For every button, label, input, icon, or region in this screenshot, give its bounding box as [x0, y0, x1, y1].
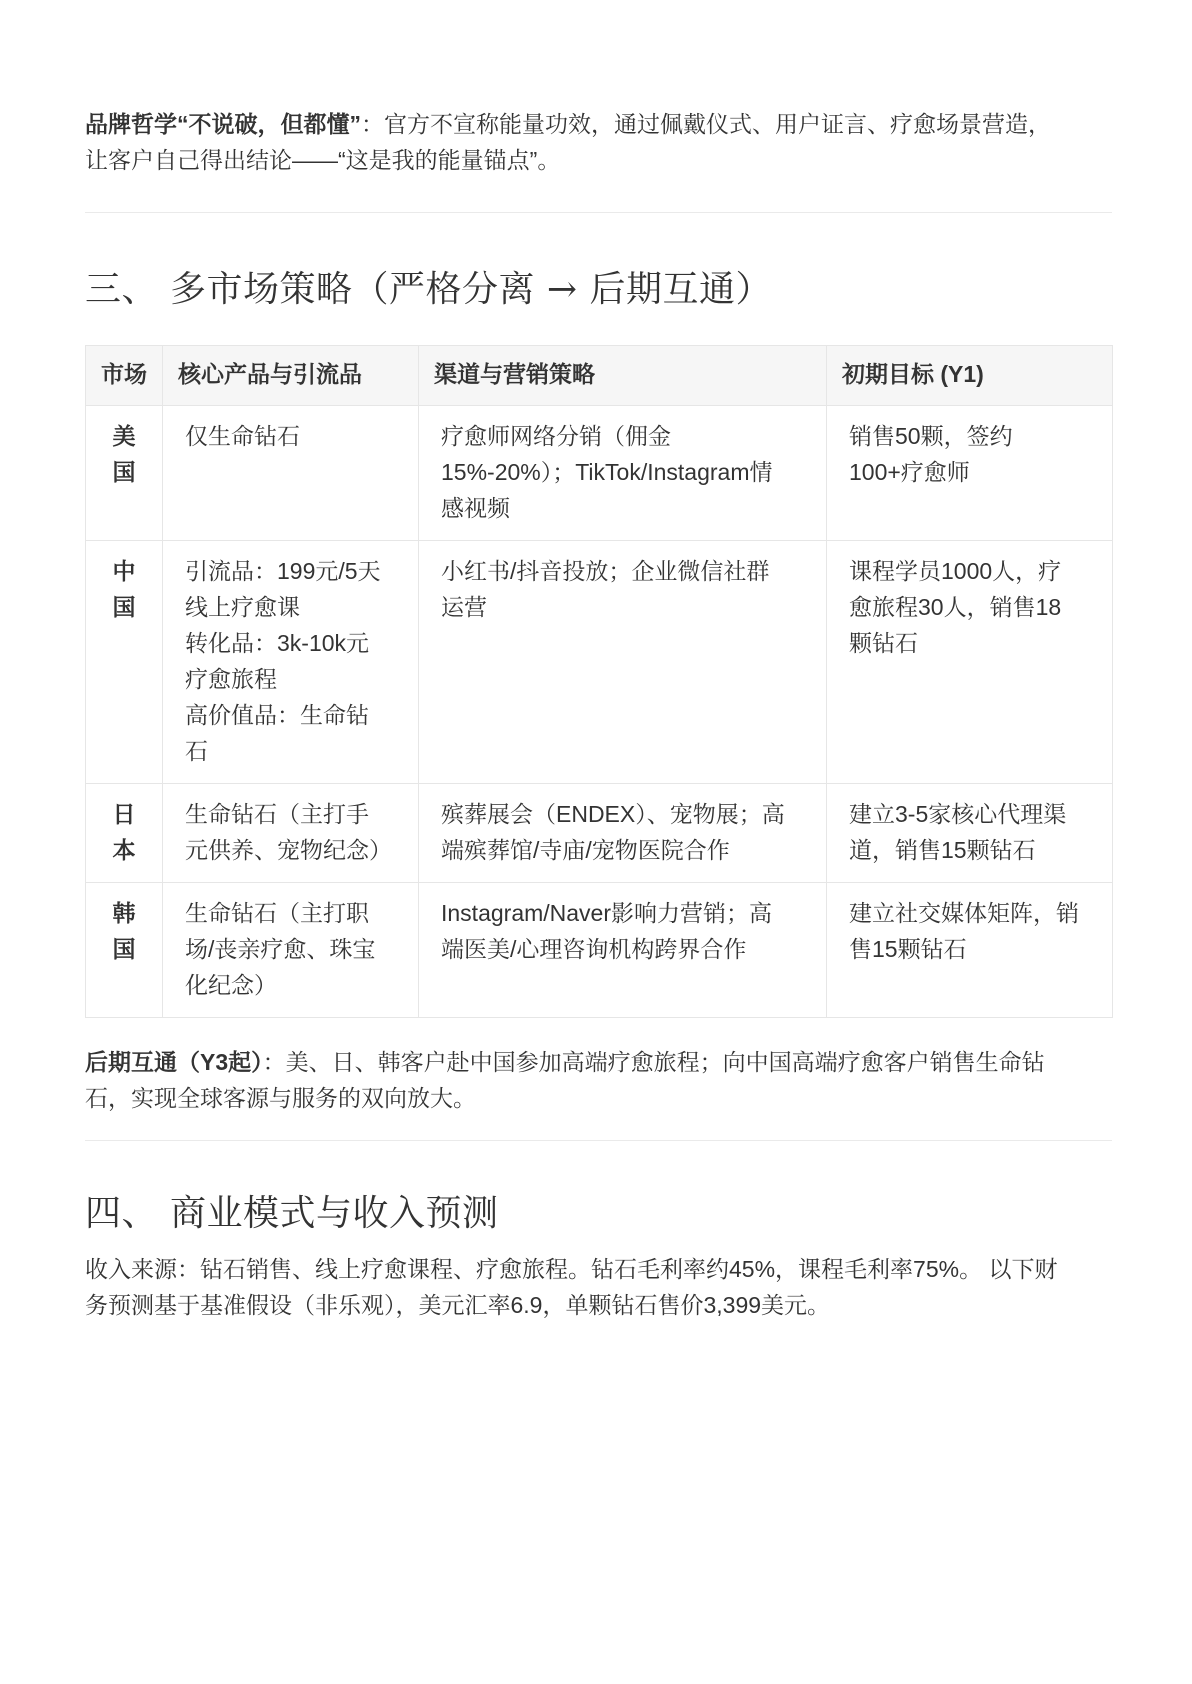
section-4-title: 四、 商业模式与收入预测: [85, 1193, 499, 1234]
market-cell: 韩 国: [86, 883, 163, 1018]
later-interconnection-text-1: ：美、日、韩客户赴中国参加高端疗愈旅程；向中国高端疗愈客户销售生命钻: [262, 1049, 1045, 1075]
revenue-text-2: 务预测基于基准假设（非乐观），美元汇率6.9，单颗钻石售价3,399美元。: [85, 1292, 831, 1318]
revenue-text-1: 收入来源：钻石销售、线上疗愈课程、疗愈旅程。钻石毛利率约45%，课程毛利率75%。 以下财: [85, 1256, 1058, 1282]
goals-cell: 建立3-5家核心代理渠 道，销售15颗钻石: [827, 784, 1113, 883]
products-cell: 引流品：199元/5天 线上疗愈课 转化品：3k-10k元 疗愈旅程 高价值品：生命钻 石: [163, 541, 419, 784]
later-interconnection-bold: 后期互通（Y3起）: [85, 1049, 263, 1075]
header-goals: 初期目标 (Y1): [827, 346, 1113, 406]
products-cell: 生命钻石（主打手 元供养、宠物纪念）: [163, 784, 419, 883]
market-cell: 中 国: [86, 541, 163, 784]
table-row: [86, 784, 1113, 883]
goals-cell: 销售50颗，签约 100+疗愈师: [827, 406, 1113, 541]
channels-cell: 小红书/抖音投放；企业微信社群 运营: [419, 541, 827, 784]
products-cell: 生命钻石（主打职 场/丧亲疗愈、珠宝 化纪念）: [163, 883, 419, 1018]
brand-philosophy-paragraph: [85, 106, 1112, 178]
revenue-paragraph: [85, 1251, 1112, 1323]
market-strategy-table-wrap: [85, 345, 1113, 1018]
table-row: [86, 406, 1113, 541]
table-header-row: [86, 346, 1113, 406]
channels-cell: Instagram/Naver影响力营销；高 端医美/心理咨询机构跨界合作: [419, 883, 827, 1018]
channels-cell: 疗愈师网络分销（佣金 15%-20%）；TikTok/Instagram情 感视频: [419, 406, 827, 541]
brand-philosophy-text-1: ：官方不宣称能量功效，通过佩戴仪式、用户证言、疗愈场景营造，: [361, 111, 1051, 137]
products-cell: 仅生命钻石: [163, 406, 419, 541]
header-market: 市场: [86, 346, 163, 406]
section-3-title: 三、 多市场策略（严格分离 → 后期互通）: [85, 269, 772, 310]
brand-philosophy-text-2: 让客户自己得出结论——“这是我的能量锚点”。: [85, 147, 561, 173]
later-interconnection-text-2: 石，实现全球客源与服务的双向放大。: [85, 1085, 476, 1111]
brand-philosophy-bold: 品牌哲学“不说破，但都懂”: [85, 111, 361, 137]
goals-cell: 课程学员1000人，疗 愈旅程30人，销售18 颗钻石: [827, 541, 1113, 784]
table-row: [86, 883, 1113, 1018]
market-cell: 美 国: [86, 406, 163, 541]
later-interconnection-paragraph: [85, 1044, 1112, 1116]
goals-cell: 建立社交媒体矩阵，销 售15颗钻石: [827, 883, 1113, 1018]
channels-cell: 殡葬展会（ENDEX）、宠物展；高 端殡葬馆/寺庙/宠物医院合作: [419, 784, 827, 883]
divider: [85, 1140, 1112, 1141]
header-products: 核心产品与引流品: [163, 346, 419, 406]
header-channels: 渠道与营销策略: [419, 346, 827, 406]
market-strategy-table: [85, 345, 1113, 1018]
market-cell: 日 本: [86, 784, 163, 883]
table-row: [86, 541, 1113, 784]
divider: [85, 212, 1112, 213]
